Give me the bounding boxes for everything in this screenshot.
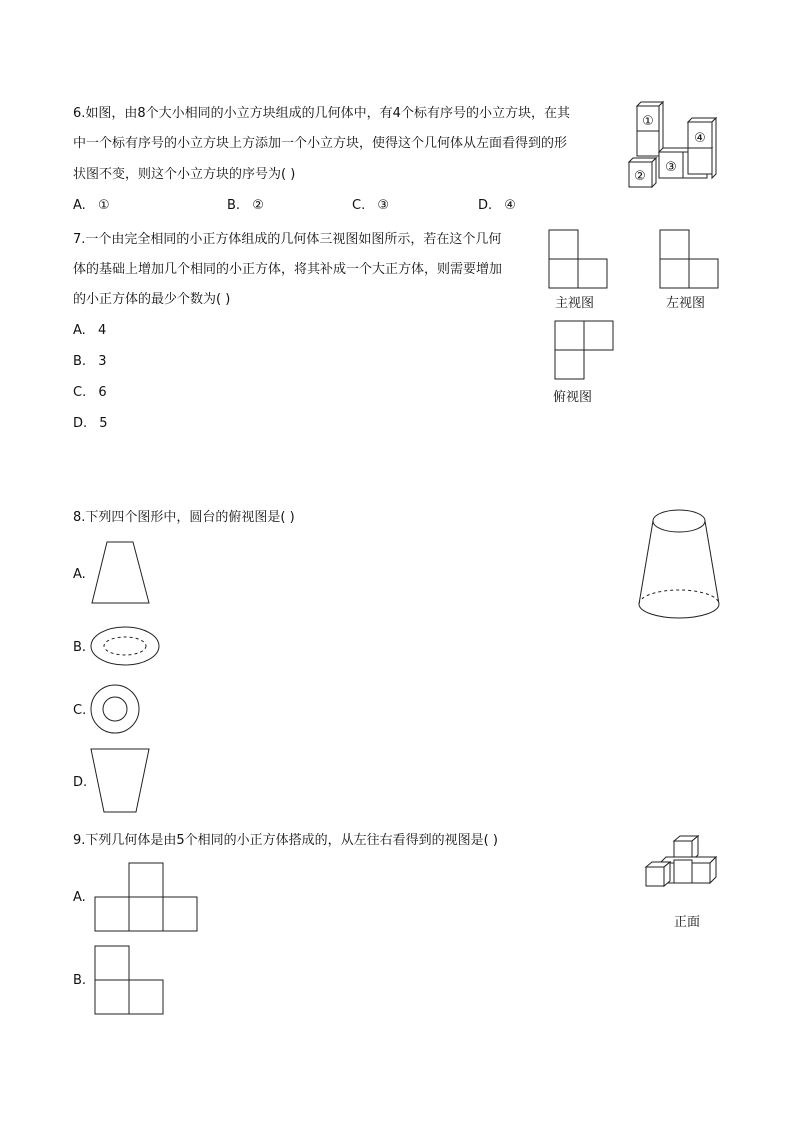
q7-option-d[interactable] bbox=[73, 415, 108, 433]
option-letter: B. bbox=[227, 198, 241, 213]
q6-line-1: 6.如图，由8个大小相同的小立方块组成的几何体中，有4个标有序号的小立方块，在其 bbox=[73, 106, 570, 121]
q7-left-view bbox=[660, 230, 720, 290]
option-letter: B. bbox=[73, 354, 87, 369]
option-text: 6 bbox=[98, 385, 107, 400]
q6-option-c[interactable] bbox=[352, 197, 389, 215]
option-text: ④ bbox=[504, 198, 516, 213]
q6-option-d[interactable] bbox=[478, 197, 516, 215]
q7-option-b[interactable] bbox=[73, 353, 106, 371]
q8-question: 8.下列四个图形中，圆台的俯视图是( ) bbox=[73, 510, 295, 525]
q7-front-view-label: 主视图 bbox=[555, 296, 595, 311]
q8-frustum-figure bbox=[636, 508, 722, 628]
q8-option-b[interactable]: B. bbox=[73, 640, 87, 655]
q7-front-view bbox=[549, 230, 609, 290]
cube-label-4: ④ bbox=[694, 131, 706, 146]
option-text: 5 bbox=[99, 416, 108, 431]
q7-line-1: 7.一个由完全相同的小正方体组成的几何体三视图如图所示，若在这个几何 bbox=[73, 232, 502, 247]
q9-option-b-view bbox=[95, 945, 165, 1017]
option-letter: A. bbox=[73, 323, 86, 338]
q9-option-a[interactable]: A. bbox=[73, 890, 86, 905]
q6-option-b[interactable] bbox=[227, 197, 264, 215]
option-text: 3 bbox=[98, 354, 107, 369]
q7-option-a[interactable] bbox=[73, 322, 106, 340]
q6-line-3: 状图不变，则这个小立方块的序号为( ) bbox=[73, 167, 296, 182]
option-text: 4 bbox=[97, 323, 107, 338]
option-letter: D. bbox=[73, 416, 88, 431]
q7-left-view-label: 左视图 bbox=[666, 296, 706, 311]
q8-option-c[interactable]: C. bbox=[73, 703, 87, 718]
q9-option-a-view bbox=[95, 862, 199, 934]
q8-option-a[interactable]: A. bbox=[73, 567, 86, 582]
q6-option-a[interactable] bbox=[73, 197, 110, 215]
q7-top-view-label: 俯视图 bbox=[553, 390, 593, 405]
option-letter: D. bbox=[478, 198, 493, 213]
q6-line-2: 中一个标有序号的小立方块上方添加一个小立方块，使得这个几何体从左面看得到的形 bbox=[73, 136, 568, 151]
option-text: ③ bbox=[377, 198, 390, 213]
q7-line-3: 的小正方体的最少个数为( ) bbox=[73, 292, 231, 307]
cube-side-face bbox=[652, 158, 656, 187]
q9-front-label: 正面 bbox=[674, 915, 701, 930]
option-text: ① bbox=[97, 198, 110, 213]
cube-label-1: ① bbox=[642, 114, 654, 129]
q9-question: 9.下列几何体是由5个相同的小正方体搭成的，从左往右看得到的视图是( ) bbox=[73, 833, 498, 848]
cube-label-2: ② bbox=[634, 169, 646, 184]
q9-cube-figure bbox=[644, 834, 720, 888]
q8-option-c-rings bbox=[90, 684, 142, 736]
q6-cube-figure bbox=[626, 102, 722, 190]
cube-top-face bbox=[688, 118, 716, 122]
option-letter: A. bbox=[73, 198, 86, 213]
q9-option-b[interactable]: B. bbox=[73, 973, 87, 988]
cube-front-face bbox=[688, 148, 712, 174]
option-letter: C. bbox=[352, 198, 366, 213]
q8-option-a-trapezoid bbox=[91, 541, 151, 605]
cube-label-3: ③ bbox=[665, 160, 677, 175]
q7-top-view bbox=[555, 321, 615, 381]
q7-line-2: 体的基础上增加几个相同的小正方体，将其补成一个大正方体，则需要增加 bbox=[73, 262, 503, 277]
q8-option-d-trapezoid bbox=[90, 748, 152, 814]
q8-option-d[interactable]: D. bbox=[73, 775, 88, 790]
option-text: ② bbox=[252, 198, 264, 213]
cube-front-face bbox=[637, 131, 659, 156]
q7-option-c[interactable] bbox=[73, 384, 107, 402]
option-letter: C. bbox=[73, 385, 87, 400]
q8-option-b-ellipses bbox=[90, 624, 162, 668]
